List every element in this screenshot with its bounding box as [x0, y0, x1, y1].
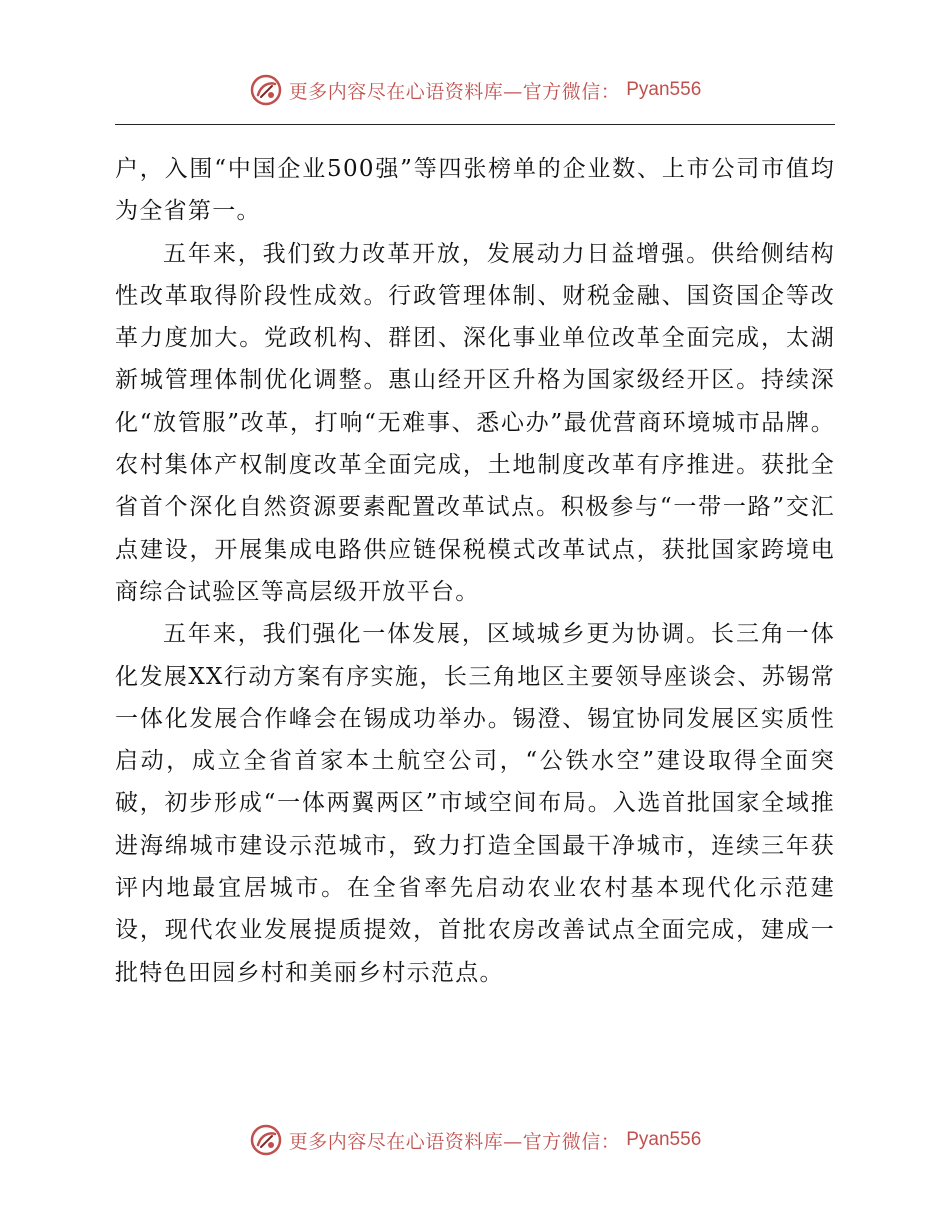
footer-site-text: 更多内容尽在心语资料库—官方微信： — [288, 1130, 621, 1153]
header-site-text: 更多内容尽在心语资料库—官方微信： — [288, 80, 621, 103]
red-seal-logo-icon — [249, 1123, 283, 1157]
paragraph-continuation: 户，入围“中国企业500强”等四张榜单的企业数、上市公司市值均为全省第一。 — [115, 156, 835, 225]
paragraph-reform-opening: 五年来，我们致力改革开放，发展动力日益增强。供给侧结构性改革取得阶段性成效。行政管理体制、财税金融、国资国企等改革力度加大。党政机构、群团、深化事业单位改革全面完成，太湖新城管理体制优化调整。惠山经开区升格为国家级经开区。持续深化“放管服”改革，打响“无难事、悉心办”最优营商环境城市品牌。农村集体产权制度改革全面完成，土地制度改革有序推进。获批全省首个深化自然资源要素配置改革试点。积极参与“一带一路”交汇点建设，开展集成电路供应链保税模式改革试点，获批国家跨境电商综合试验区等高层级开放平台。 — [115, 240, 835, 605]
header-watermark — [249, 73, 702, 107]
page-header — [0, 70, 950, 110]
paragraph-integrated-development: 五年来，我们强化一体发展，区域城乡更为协调。长三角一体化发展XX行动方案有序实施，长三角地区主要领导座谈会、苏锡常一体化发展合作峰会在锡成功举办。锡澄、锡宜协同发展区实质性启动，成立全省首家本土航空公司，“公铁水空”建设取得全面突破，初步形成“一体两翼两区”市域空间布局。入选首批国家全域推进海绵城市建设示范城市，致力打造全国最干净城市，连续三年获评内地最宜居城市。在全省率先启动农业农村基本现代化示范建设，现代农业发展提质提效，首批农房改善试点全面完成，建成一批特色田园乡村和美丽乡村示范点。 — [115, 621, 835, 986]
footer-wechat-id: Pyan556 — [626, 1129, 702, 1150]
header-divider — [115, 124, 835, 125]
header-wechat-id: Pyan556 — [626, 79, 702, 100]
page-footer — [0, 1120, 950, 1160]
red-seal-logo-icon — [249, 73, 283, 107]
document-body — [115, 148, 835, 994]
footer-watermark — [249, 1123, 702, 1157]
